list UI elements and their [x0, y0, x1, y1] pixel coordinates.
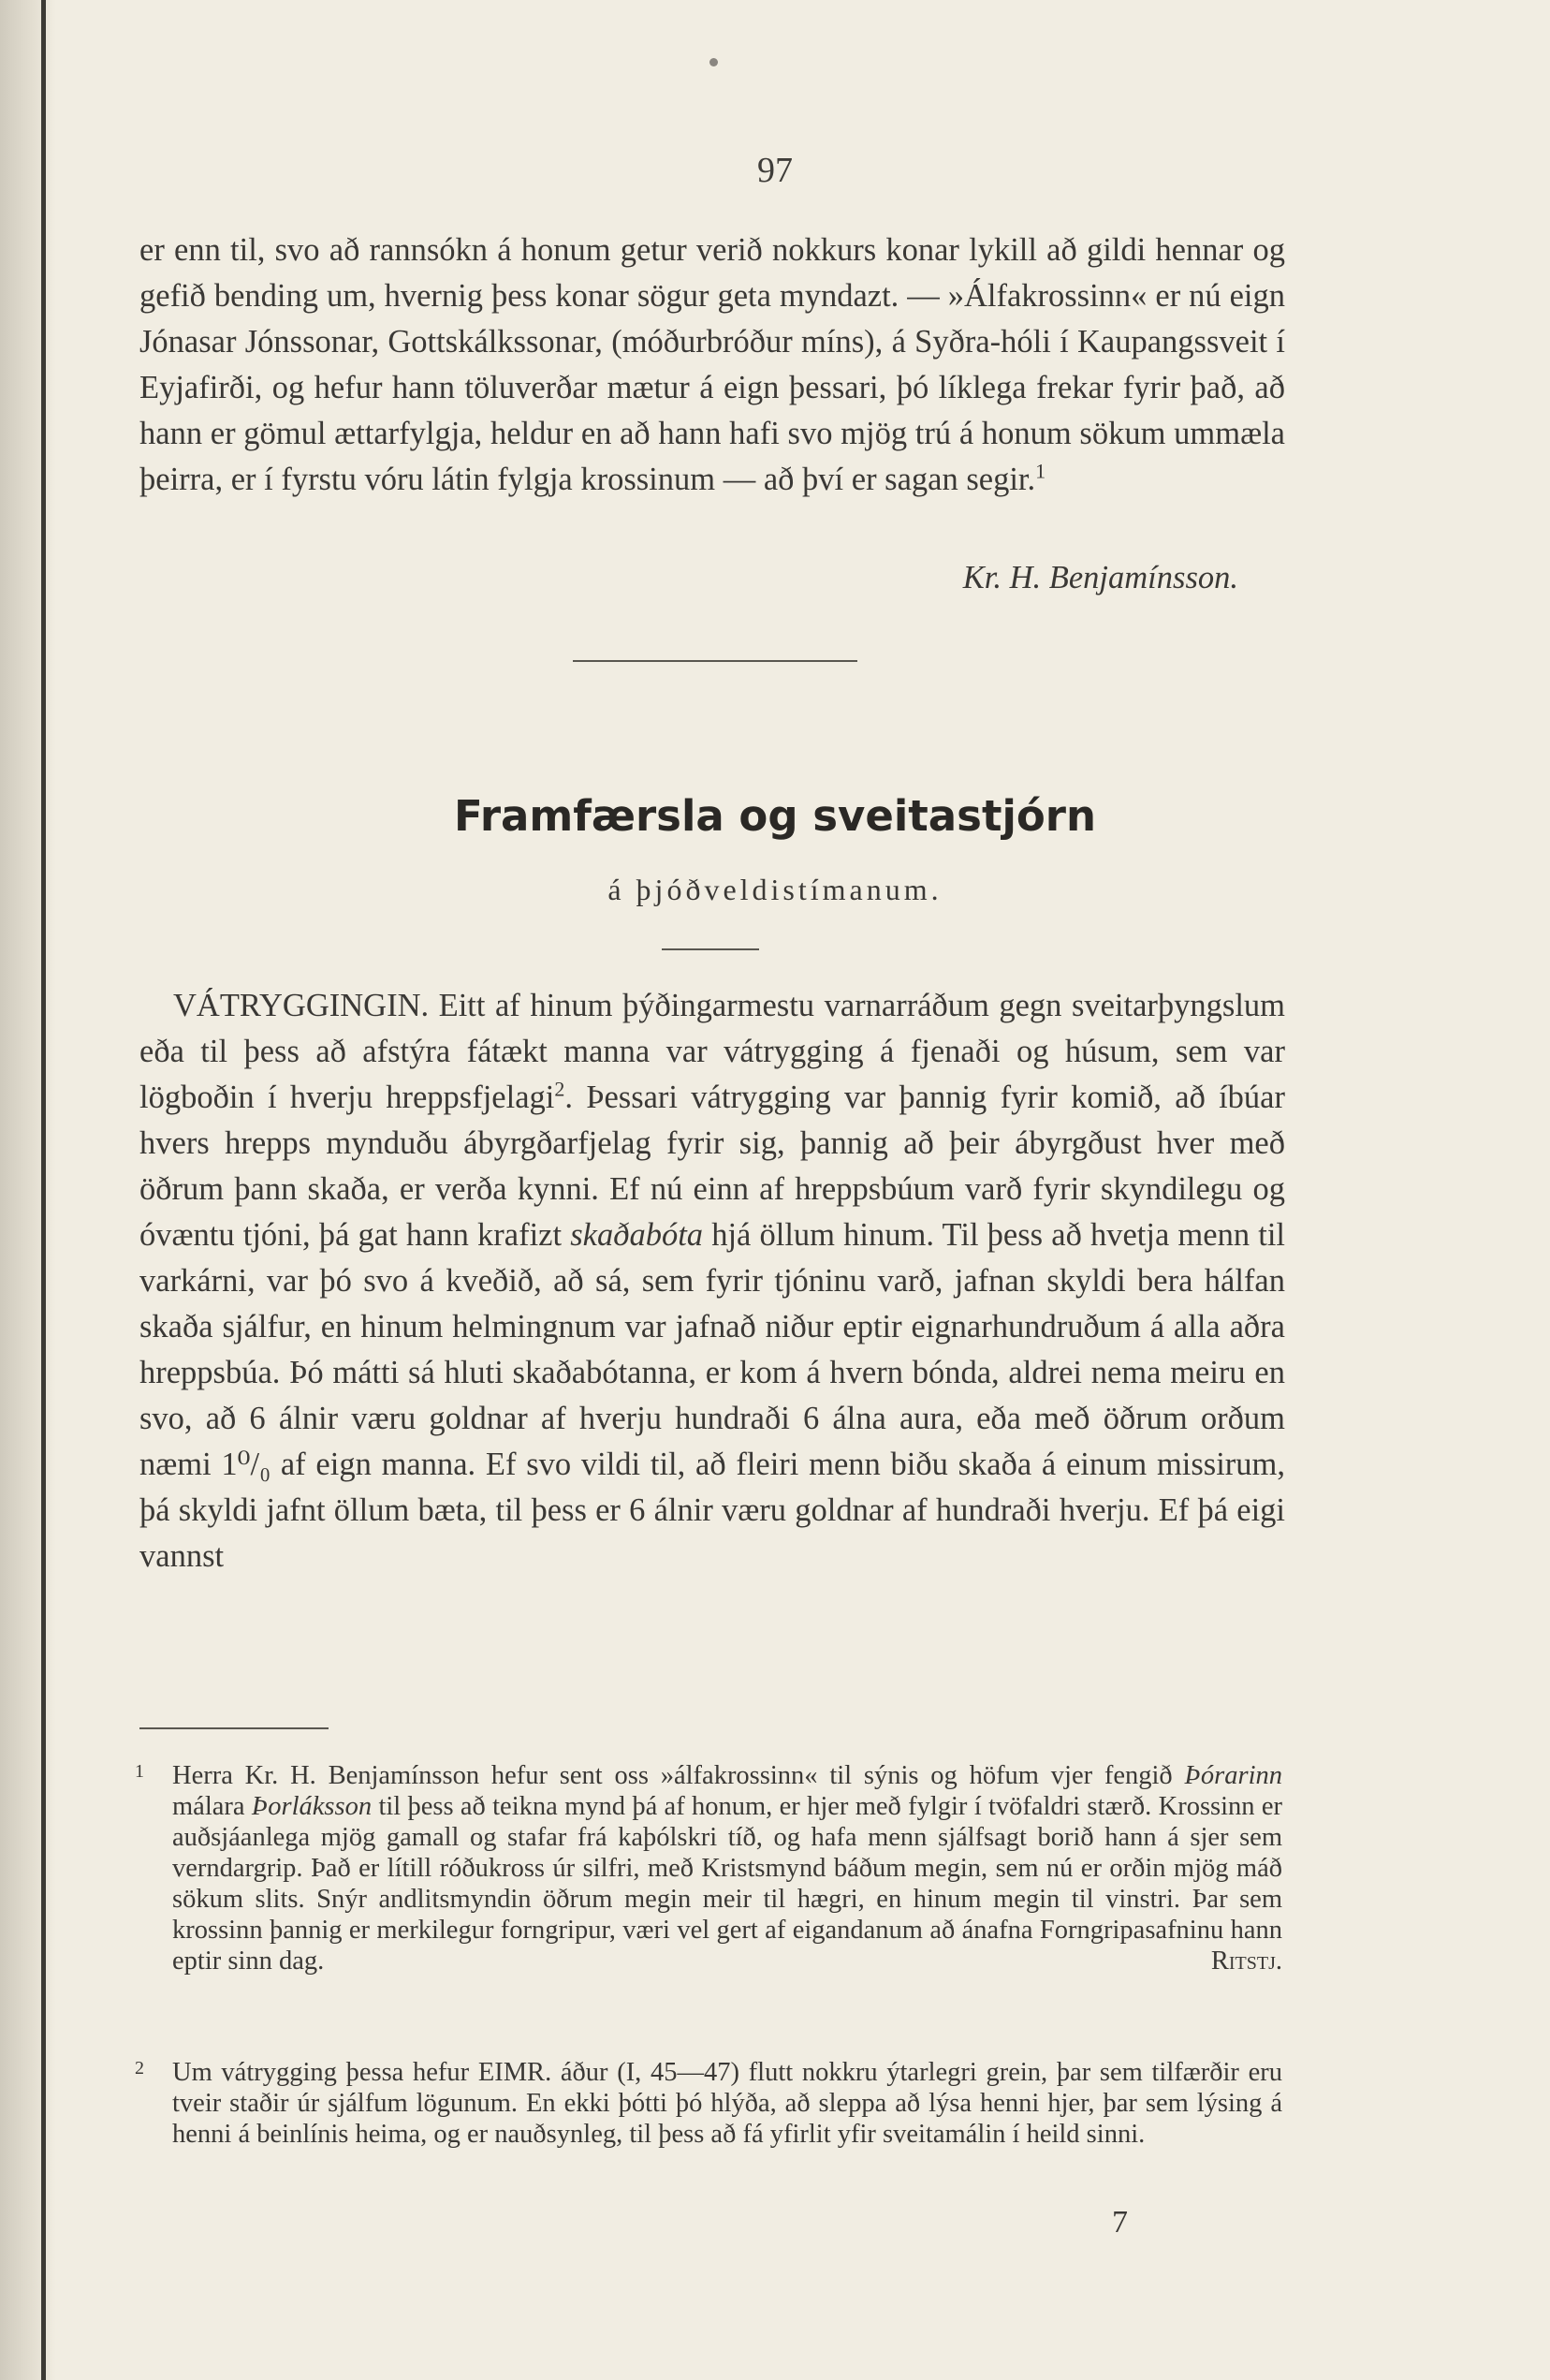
footnote-name: Þorláksson [251, 1792, 373, 1821]
page-gutter-shadow [0, 0, 56, 2380]
article-title: Framfærsla og sveitastjórn [453, 791, 1097, 841]
title-divider [662, 948, 759, 950]
footnote-ref-2: 2 [554, 1077, 565, 1101]
lead-heading: VÁTRYGGINGIN. [173, 988, 430, 1023]
footnote-text: til þess að teikna mynd þá af honum, er hjer með fylgir í tvöfaldri stærð. Krossinn er auðsjáanlega mjög gamall og stafar frá kaþólskri tíð, og hafa menn sjálfsagt borið hann á sjer sem verndargrip. Það er lítill róðukross úr silfri, með Kristsmynd báðum megin, sem nú er orðin mjög máð sökum slits. Snýr andlitsmyndin öðrum megin meir til hægri, en hinum megin til vinstri. Þar sem krossinn þannig er merkilegur forngripur, væri vel gert af eigandanum að ánafna Forngripasafninu hann eptir sinn dag. [172, 1792, 1283, 1976]
ink-blot [709, 58, 718, 66]
author-signature: Kr. H. Benjamínsson. [962, 560, 1238, 595]
footnote-separator [139, 1727, 329, 1729]
main-text-2: . Þessari vátrygging var þannig fyrir komið, að íbúar hvers hrepps mynduðu ábyrgðarfjelag fyrir sig, þannig að þeir ábyrgðust hver með öðrum þann skaða, er verða kynni. Ef nú einn af hreppsbúum varð fyrir skyndilegu og óvæntu tjóni, þá gat hann krafizt [139, 1080, 1285, 1253]
intro-text: er enn til, svo að rannsókn á honum getur verið nokkurs konar lykill að gildi hennar og gefið bending um, hvernig þess konar sögur geta myndazt. — »Álfakrossinn« er nú eign Jónasar Jónssonar, Gottskálkssonar, (móðurbróður míns), á Syðra-hóli í Kaupangssveit í Eyjafirði, og hefur hann töluverðar mætur á eign þessari, þó líklega frekar fyrir það, að hann er gömul ættarfylgja, heldur en að hann hafi svo mjög trú á honum sökum ummæla þeirra, er í fyrstu vóru látin fylgja krossinum — að því er sagan segir. [139, 232, 1285, 497]
page-number: 97 [757, 151, 793, 190]
emphasis-term: skaðabóta [570, 1217, 704, 1253]
footnote-text: Herra Kr. H. Benjamínsson hefur sent oss »álfakrossinn« til sýnis og höfum vjer fengið [172, 1761, 1173, 1790]
main-paragraph [139, 983, 1285, 1579]
main-text-1: Eitt af hinum þýðingarmestu varnarráðum gegn sveitarþyngslum eða til þess að afstýra fátækt manna var vátrygging á fjenaði og húsum, sem var lögboðin í hverju hreppsfjelagi [139, 988, 1285, 1115]
intro-paragraph [139, 228, 1285, 503]
footnote-text: málara [172, 1792, 245, 1821]
footnote-1 [135, 1760, 1283, 1976]
main-text-3: hjá öllum hinum. Til þess að hvetja menn til varkárni, var þó svo á kveðið, að sá, sem fyrir tjóninu varð, jafnan skyldi bera hálfan skaða sjálfur, en hinum helmingnum var jafnað niður eptir eignarhundruðum á alla aðra hreppsbúa. Þó mátti sá hluti skaðabótanna, er kom á hvern bónda, aldrei nema meiru en svo, að 6 álnir væru goldnar af hverju hundraði 6 álna aura, eða með öðrum orðum næmi 1⁰/₀ af eign manna. Ef svo vildi til, að fleiri menn biðu skaða á einum missirum, þá skyldi jafnt öllum bæta, til þess er 6 álnir væru goldnar af hundraði hverju. Ef þá eigi vannst [139, 1217, 1285, 1574]
footnote-text: Um vátrygging þessa hefur EIMR. áður (I, 45—47) flutt nokkru ýtarlegri grein, þar sem tilfærðir eru tveir staðir úr sjálfum lögunum. En ekki þótti þó hlýða, að sleppa að lýsa henni hjer, þar sem lýsing á henni á beinlínis heima, og er nauðsynleg, til þess að fá yfirlit yfir sveitamálin í heild sinni. [172, 2058, 1282, 2149]
binding-edge [41, 0, 46, 2380]
footnote-ref-1: 1 [1035, 459, 1046, 483]
signature-mark: 7 [1112, 2205, 1128, 2240]
footnote-mark: 2 [135, 2058, 144, 2079]
article-subtitle: á þjóðveldistímanum. [607, 873, 943, 906]
footnote-name: Þórarinn [1184, 1761, 1282, 1790]
footnote-2 [135, 2057, 1282, 2150]
footnote-mark: 1 [135, 1761, 144, 1782]
section-divider [573, 660, 857, 662]
editor-signature: Ritstj. [1210, 1947, 1282, 1976]
